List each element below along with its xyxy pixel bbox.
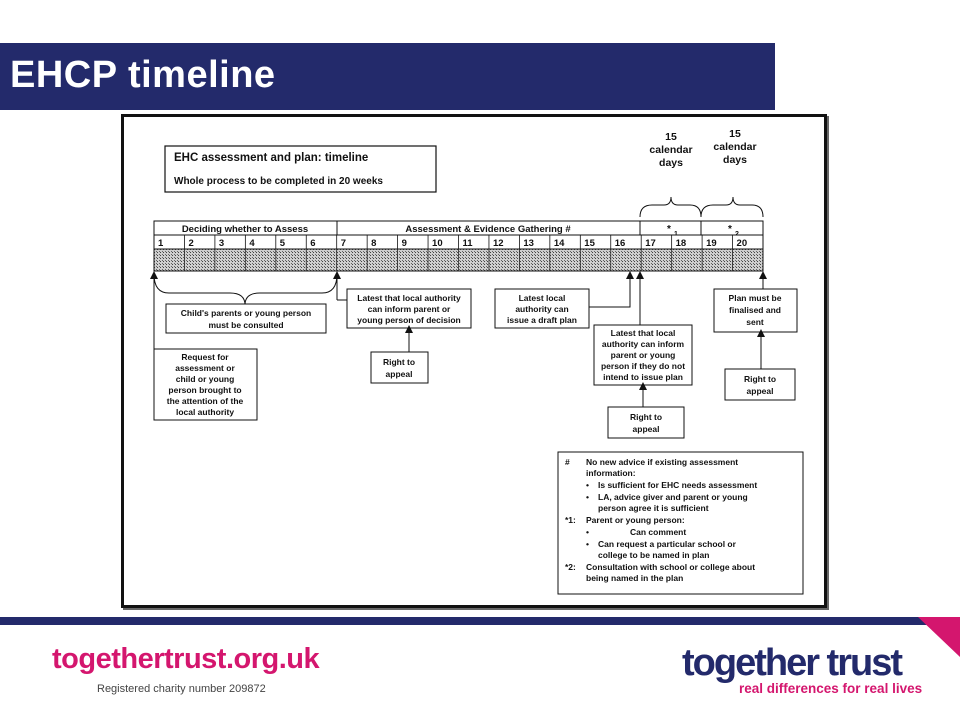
svg-text:appeal: appeal — [385, 369, 413, 379]
week-label: 7 — [340, 238, 346, 249]
svg-text:Is sufficient for EHC needs as: Is sufficient for EHC needs assessment — [598, 480, 758, 490]
title-bar — [0, 43, 775, 110]
logo-tagline: real differences for real lives — [739, 681, 923, 696]
charity-number: Registered charity number 209872 — [97, 683, 266, 695]
svg-text:•: • — [586, 527, 589, 537]
week-label: 12 — [492, 238, 504, 249]
week-label: 11 — [462, 238, 473, 249]
svg-text:issue a draft plan: issue a draft plan — [507, 315, 577, 325]
box-request — [154, 349, 257, 420]
svg-text:No new advice if existing asse: No new advice if existing assessment — [586, 457, 739, 467]
svg-text:intend to issue plan: intend to issue plan — [603, 372, 683, 382]
phase-star1: * — [667, 224, 671, 235]
box-consulted — [166, 304, 326, 333]
box-appeal-1 — [371, 352, 428, 383]
box-appeal-2 — [608, 407, 684, 438]
svg-text:authority can: authority can — [515, 304, 569, 314]
svg-text:*1:: *1: — [565, 515, 576, 525]
svg-text:assessment or: assessment or — [175, 363, 235, 373]
svg-text:•: • — [586, 492, 589, 502]
svg-text:calendar: calendar — [713, 141, 757, 153]
svg-text:person agree it is sufficient: person agree it is sufficient — [598, 503, 709, 513]
svg-text:being named in the plan: being named in the plan — [586, 573, 684, 583]
timeline-diagram — [121, 114, 827, 608]
svg-text:Latest that local: Latest that local — [610, 328, 676, 338]
svg-text:Consultation with school or co: Consultation with school or college about — [586, 562, 756, 572]
week-label: 17 — [645, 238, 656, 249]
week-label: 5 — [279, 238, 286, 249]
header-box — [165, 146, 436, 192]
week-label: 6 — [310, 238, 316, 249]
box-draft — [495, 289, 589, 328]
header-subtitle: Whole process to be completed in 20 weeks — [174, 176, 383, 187]
svg-text:young person of decision: young person of decision — [357, 315, 461, 325]
svg-text:Child's parents or young perso: Child's parents or young person — [180, 308, 312, 318]
box-finalised — [714, 289, 797, 332]
box-decision — [347, 289, 471, 328]
together-trust-logo — [682, 642, 923, 703]
corner-accent — [918, 617, 960, 659]
week-label: 20 — [736, 238, 748, 249]
svg-text:child or young: child or young — [175, 374, 235, 384]
svg-text:appeal: appeal — [746, 386, 774, 396]
svg-text:authority can inform: authority can inform — [601, 339, 685, 349]
phase-assessment: Assessment & Evidence Gathering # — [405, 224, 571, 235]
svg-text:finalised and: finalised and — [729, 305, 781, 315]
svg-text:person if they do not: person if they do not — [600, 361, 686, 371]
calendar-days-1 — [640, 131, 701, 217]
week-label: 18 — [675, 238, 687, 249]
svg-text:Plan must be: Plan must be — [728, 293, 782, 303]
svg-text:parent or young: parent or young — [610, 350, 676, 360]
svg-text:local authority: local authority — [175, 407, 235, 417]
week-label: 16 — [614, 238, 626, 249]
calendar-days-2 — [701, 128, 763, 217]
week-row — [154, 235, 763, 249]
svg-text:Parent or young person:: Parent or young person: — [586, 515, 685, 525]
week-label: 9 — [401, 238, 407, 249]
svg-text:Request for: Request for — [181, 352, 229, 362]
footer-url-link[interactable]: togethertrust.org.uk — [52, 643, 320, 675]
svg-text:LA, advice giver and parent or: LA, advice giver and parent or young — [598, 492, 748, 502]
logo-wordmark: together trust — [682, 642, 901, 684]
svg-text:college to be named in plan: college to be named in plan — [598, 550, 710, 560]
box-appeal-3 — [725, 369, 795, 400]
week-label: 15 — [584, 238, 595, 249]
notes-box — [558, 452, 803, 594]
svg-text:Latest that local authority: Latest that local authority — [357, 293, 461, 303]
brace-deciding — [154, 274, 337, 305]
week-label: 4 — [249, 238, 255, 249]
svg-text:Latest local: Latest local — [518, 293, 566, 303]
svg-text:•: • — [586, 539, 589, 549]
svg-text:the attention of the: the attention of the — [166, 396, 244, 406]
svg-text:sent: sent — [746, 317, 764, 327]
svg-text:•: • — [586, 480, 589, 490]
week-label: 10 — [432, 238, 443, 249]
week-label: 14 — [553, 238, 565, 249]
header-title: EHC assessment and plan: timeline — [174, 152, 369, 164]
footer-bar — [0, 617, 960, 625]
svg-text:can inform parent or: can inform parent or — [367, 304, 451, 314]
slide-title: EHCP timeline — [10, 54, 276, 96]
week-label: 2 — [188, 238, 194, 249]
svg-text:Right to: Right to — [382, 357, 416, 367]
svg-text:person brought to: person brought to — [168, 385, 242, 395]
svg-text:*2:: *2: — [565, 562, 576, 572]
svg-text:15: 15 — [729, 128, 741, 140]
week-label: 1 — [158, 238, 164, 249]
week-label: 19 — [706, 238, 717, 249]
svg-text:days: days — [659, 157, 683, 169]
week-label: 8 — [371, 238, 377, 249]
svg-text:Right to: Right to — [629, 412, 663, 422]
week-label: 13 — [523, 238, 534, 249]
svg-text:#: # — [565, 457, 570, 467]
svg-text:15: 15 — [665, 131, 677, 143]
week-label: 3 — [218, 238, 225, 249]
svg-text:Can comment: Can comment — [630, 527, 687, 537]
svg-text:calendar: calendar — [649, 144, 693, 156]
phase-star2: * — [728, 224, 732, 235]
svg-text:information:: information: — [586, 468, 636, 478]
box-no-plan — [594, 325, 692, 385]
svg-text:days: days — [723, 154, 747, 166]
phase-deciding: Deciding whether to Assess — [181, 224, 309, 235]
svg-text:appeal: appeal — [632, 424, 660, 434]
svg-text:Right to: Right to — [743, 374, 777, 384]
svg-text:Can request a particular schoo: Can request a particular school or — [598, 539, 736, 549]
timeline-svg — [124, 117, 824, 605]
svg-text:must be consulted: must be consulted — [208, 320, 284, 330]
